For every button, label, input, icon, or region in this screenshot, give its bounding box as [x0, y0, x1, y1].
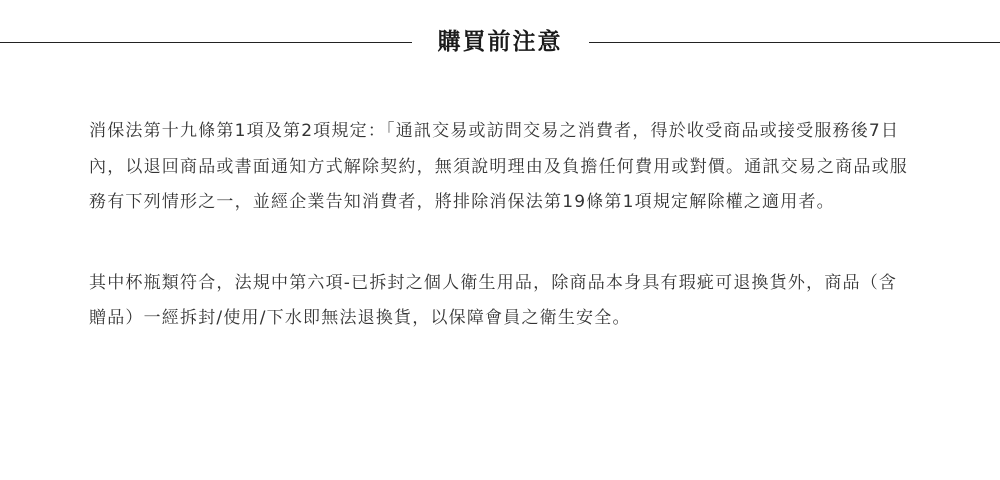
notice-paragraph-law: 消保法第十九條第1項及第2項規定：「通訊交易或訪問交易之消費者，得於收受商品或接受服務後7日內，以退回商品或書面通知方式解除契約，無須說明理由及負擔任何費用或對價。通訊交易之商品或服務有下列情形之一，並經企業告知消費者，將排除消保法第19條第1項規定解除權之適用者。	[89, 121, 908, 212]
section-header	[0, 22, 1000, 62]
header-rule-left	[0, 42, 412, 43]
header-rule-right	[589, 42, 1000, 43]
section-title: 購買前注意	[437, 29, 563, 55]
notice-paragraph-hygiene: 其中杯瓶類符合，法規中第六項-已拆封之個人衛生用品，除商品本身具有瑕疵可退換貨外，商品（含贈品）一經拆封/使用/下水即無法退換貨，以保障會員之衛生安全。	[89, 272, 898, 328]
notice-body	[89, 114, 915, 337]
